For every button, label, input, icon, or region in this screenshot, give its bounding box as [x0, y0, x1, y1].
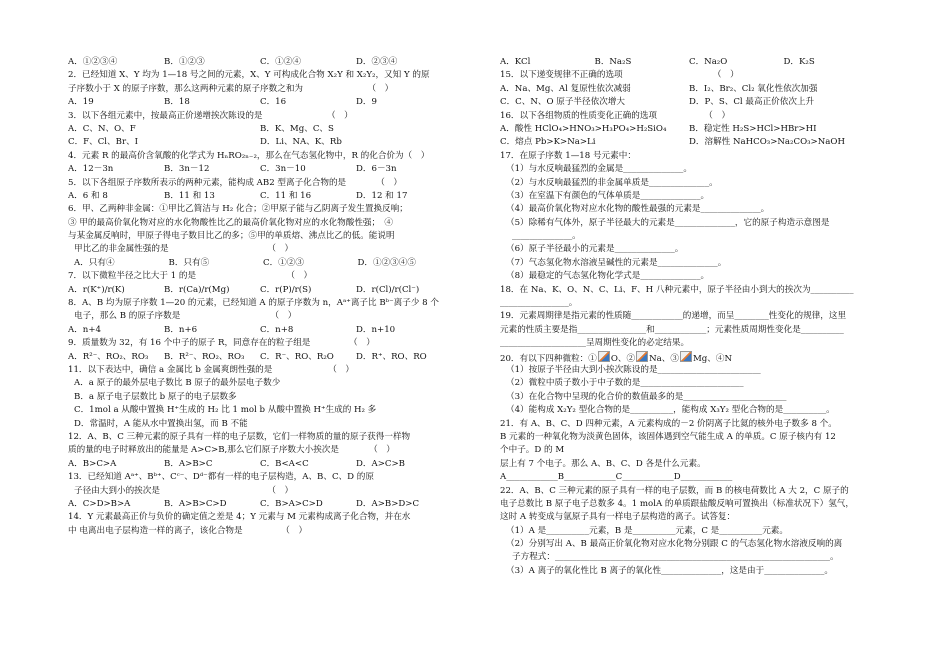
question-line: 13．已经知道 Aᵃ⁺、Bᵇ⁺、Cᶜ⁻、Dᵈ⁻都有一样的电子层构造，A、B、C、D 的原 [68, 472, 374, 483]
question-line: 18．在 Na、K、O、N、C、Li、F、H 八种元素中，原子半径由小到大的挨次为__________ [500, 284, 854, 295]
answer-option: D．P、S、Cl 最高正价依次上升 [689, 97, 815, 108]
answer-option: B．只有⑤ [168, 257, 210, 268]
question-line: 子方程式：________________________________________________________________。 [512, 552, 839, 563]
answer-option: C．16 [260, 97, 287, 108]
answer-option: C．Na₂O [689, 57, 728, 67]
question-line: ③ 甲的最高价氧化物对应的水化物酸性比乙的最高价氧化物对应的水化物酸性强； ④ [68, 217, 393, 228]
answer-option: D．A>B>D>C [356, 498, 420, 509]
question-line: （7）气态氢化物水溶液呈碱性的元素是______________。 [506, 257, 727, 268]
answer-option: C．熔点 Pb>K>Na>Li [500, 137, 596, 148]
answer-option: A．B>C>A [68, 458, 117, 469]
question-line: （2）与水反响最猛烈的非金属单质是______________。 [506, 177, 718, 188]
answer-option: C．11 和 16 [260, 190, 312, 201]
answer-options [68, 351, 452, 364]
question-line: 中 电离出电子层构造一样的离子，该化合物是 （ ） [68, 525, 308, 536]
question-line: （3）在化合物中呈现的化合价的数值最多的是________________________ [506, 391, 787, 402]
answer-option: B．n+6 [164, 324, 198, 335]
question-line: （8）最稳定的气态氢化物化学式是______________。 [506, 271, 710, 282]
answer-option: B．Na₂S [594, 57, 632, 67]
question-line: ______________。 [512, 231, 581, 242]
answer-options [500, 96, 878, 109]
question-line: 11．以下表达中，确信 a 金属比 b 金属爽朗性强的是 （ ） [68, 364, 355, 375]
answer-option: A．C、N、O、F [68, 123, 136, 134]
answer-options [68, 56, 452, 69]
answer-option: A．KCl [500, 57, 531, 67]
answer-option: B．K、Mg、C、S [260, 123, 334, 134]
question-line: 电子，那么 B 的原子序数是 （ ） [74, 311, 297, 322]
question-line: （1）A 是__________元素，B 是__________元素，C 是__________元素。 [506, 525, 788, 536]
question-line: （6）原子半径最小的元素是______________。 [506, 244, 684, 255]
answer-option: D．A>C>B [356, 458, 405, 469]
question-line: 16．以下各组物质的性质变化正确的选项 （ ） [500, 110, 731, 121]
question-line: 质的量的电子时释放出的能量是 A>C>B,那么它们原子序数大小挨次是 （ ） [68, 445, 395, 456]
answer-options [68, 136, 452, 149]
answer-option: C．B>A>C>D [260, 498, 323, 509]
question-line: 3．以下各组元素中，按最高正价递增挨次陈设的是 （ ） [68, 110, 353, 121]
answer-option: D．R⁺、RO、RO [356, 351, 427, 362]
answer-options [68, 324, 452, 337]
question-line: 甲比乙的非金属性强的是 （ ） [74, 244, 294, 255]
answer-option: A．6 和 8 [68, 190, 108, 201]
answer-option: B．I₂、Br₂、Cl₂ 氧化性依次加强 [689, 83, 818, 94]
answer-option: D．r(Cl)/r(Cl⁻) [356, 284, 420, 295]
answer-option: C．r(P)/r(S) [260, 284, 312, 295]
answer-option: B．①②③ [164, 57, 205, 67]
answer-option: B．R²⁻、RO₂、RO₃ [164, 351, 245, 362]
question-line: 层上有 7 个电子。那么 A、B、C、D 各是什么元素。 [500, 458, 706, 469]
answer-option: C．①②③ [263, 257, 304, 268]
question-line: （3）A 离子的氧化性比 B 离子的氧化性______________，这是由于______________。 [506, 565, 833, 576]
question-line: （4）能构成 X₂Y₂ 型化合物的是__________，能构成 X₃Y₂ 型化合物的是__________。 [506, 405, 835, 416]
question-line: ________________。 [500, 298, 578, 309]
answer-option: A．12－3n [68, 164, 114, 175]
answer-options [500, 123, 878, 136]
answer-option: A．酸性 HClO₄>HNO₃>H₃PO₄>H₂SiO₄ [500, 123, 667, 134]
question-line: （4）最高价氧化物对应水化物的酸性最强的元素是______________。 [506, 204, 770, 215]
atom-diagram-icon [636, 351, 648, 362]
answer-option: B．A>B>C>D [164, 498, 227, 509]
question-line: C．1mol a 从酸中置换 H⁺生成的 H₂ 比 1 mol b 从酸中置换 H⁺生成的 H₂ 多 [74, 405, 377, 416]
question-line: 个中子。D 的 M [500, 445, 565, 456]
question-line: 5．以下各组原子序数所表示的两种元素，能构成 AB2 型离子化合物的是 （ ） [68, 177, 402, 188]
answer-option: B．A>B>C [164, 458, 213, 469]
answer-option: D．n+10 [356, 324, 396, 335]
question-line: （3）在室温下有颜色的气体单质是______________。 [506, 190, 710, 201]
right-column [500, 56, 878, 578]
answer-options [68, 498, 452, 511]
answer-option: B．r(Ca)/r(Mg) [164, 284, 230, 295]
question-line: 6．甲、乙两种非金属：①甲比乙简洁与 H₂ 化合；②甲原子能与乙阴离子发生置换反响； [68, 204, 408, 215]
answer-option: A．19 [68, 97, 94, 108]
question-line: A．a 原子的最外层电子数比 B 原子的最外层电子数少 [74, 378, 281, 389]
question-line: 4．元素 R 的最高价含氧酸的化学式为 HₙRO₂ₙ₋₂，那么在气态氢化物中，R 的化合价为（ ） [68, 150, 430, 161]
question-line: 20．有以下四种微粒：① O、② Na、③ Mg、④N [500, 351, 878, 364]
atom-diagram-icon [598, 351, 610, 362]
left-column [68, 56, 452, 538]
question-line: A____________B____________C____________D____________ [500, 472, 733, 483]
question-line: 这时 A 转变成与氩原子具有一样电子层构造的离子。试答复： [500, 512, 736, 523]
answer-option: A．r(K⁺)/r(K) [68, 284, 125, 295]
answer-option: C．n+8 [260, 324, 294, 335]
answer-option: A．R²⁻、RO₂、RO₃ [68, 351, 149, 362]
question-line: 子序数小于 X 的原子序数，那么这两种元素的原子序数之和为 （ ） [68, 83, 394, 94]
answer-option: A．①②③④ [68, 57, 118, 67]
answer-option: B．11 和 13 [164, 190, 215, 201]
answer-option: A．n+4 [68, 324, 102, 335]
answer-option: C．C、N、O 原子半径依次增大 [500, 97, 625, 108]
question-line: B．a 原子电子层数比 b 原子的电子层数多 [74, 391, 237, 402]
answer-options [68, 123, 452, 136]
question-line: 8．A、B 均为原子序数 1—20 的元素，已经知道 A 的原子序数为 n，Aᵃ⁺离子比 Bᵇ⁻离子少 8 个 [68, 298, 439, 309]
question-line: ____________________呈周期性变化的必定结果。 [500, 338, 690, 349]
question-line: 12．A、B、C 三种元素的原子具有一样的电子层数，它们一样物质的量的原子获得一样物 [68, 431, 411, 442]
question-line: 21．有 A、B、C、D 四种元素，A 元素构成的－2 价阴离子比氦的核外电子数多 8 个。 [500, 418, 837, 429]
answer-options [68, 96, 452, 109]
answer-option: D．①②③④⑤ [357, 257, 416, 268]
answer-option: C．B<A<C [260, 458, 309, 469]
answer-option: D．溶解性 NaHCO₃>Na₂CO₃>NaOH [689, 137, 845, 148]
answer-options [500, 83, 878, 96]
answer-option: D．6－3n [356, 164, 397, 175]
answer-option: D．K₂S [783, 57, 815, 67]
answer-option: A．C>D>B>A [68, 498, 131, 509]
question-line: 与某金属反响时，甲原子得电子数目比乙的多；⑤甲的单质熔、沸点比乙的低。能说明 [68, 231, 395, 242]
answer-option: C．3n－10 [260, 164, 306, 175]
answer-options [68, 257, 452, 270]
question-line: 2．已经知道 X、Y 均为 1—18 号之间的元素，X、Y 可构成化合物 X₂Y 和 X₂Y₂，又知 Y 的原 [68, 70, 430, 81]
answer-option: C．F、Cl、Br、I [68, 137, 139, 148]
question-line: （2）微粒中质子数小于中子数的是________________________ [506, 378, 744, 389]
answer-options [68, 190, 452, 203]
atom-diagram-icon [680, 351, 692, 362]
question-line: 15．以下递变规律不正确的选项 （ ） [500, 70, 739, 81]
question-line: （1）按原子半径由大到小挨次陈设的是________________________ [506, 364, 761, 375]
answer-options [68, 163, 452, 176]
answer-option: B．3n－12 [164, 164, 210, 175]
question-line: 7．以下微粒半径之比大于 1 的是 （ ） [68, 271, 313, 282]
question-line: （2）分别写出 A、B 最高正价氧化物对应水化物分别跟 C 的气态氢化物水溶液反响的离 [506, 539, 843, 550]
answer-options [68, 284, 452, 297]
question-line: B 元素的一种氧化物为淡黄色固体，该固体遇到空气能生成 A 的单质。C 原子核内有 12 [500, 431, 836, 442]
question-line: 19．元素周期律是指元素的性质随____________的递增，而呈________性变化的规律，这里 [500, 311, 847, 322]
answer-option: D．②③④ [356, 57, 398, 67]
answer-option: D．9 [356, 97, 377, 108]
question-line: （5）除稀有气体外，原子半径最大的元素是______________，它的原子构造示意图是 [506, 217, 830, 228]
answer-option: D．Li、NA、K、Rb [260, 137, 342, 148]
question-line: 22．A、B、C 三种元素的原子具有一样的电子层数，而 B 的核电荷数比 A 大 2，C 原子的 [500, 485, 849, 496]
answer-option: B．稳定性 H₂S>HCl>HBr>HI [689, 123, 817, 134]
question-line: D．常温时，A 能从水中置换出氢，而 B 不能 [74, 418, 248, 429]
question-line: 14．Y 元素最高正价与负价的确定值之差是 4；Y 元素与 M 元素构成离子化合物，并在水 [68, 512, 411, 523]
answer-option: A．只有④ [74, 257, 115, 268]
answer-option: B．18 [164, 97, 190, 108]
answer-option: A．Na、Mg、Al 复原性依次减弱 [500, 83, 631, 94]
question-line: 9．质量数为 32，有 16 个中子的原子 R，同意存在的粒子组是 （ ） [68, 338, 375, 349]
answer-option: D．12 和 17 [356, 190, 408, 201]
answer-options [500, 56, 878, 69]
question-line: 17．在原子序数 1—18 号元素中： [500, 150, 636, 161]
answer-options [500, 136, 878, 149]
question-line: 元素的性质主要是指________________和____________；元素性质周期性变化是__________ [500, 324, 844, 335]
question-line: （1）与水反响最猛烈的金属是______________。 [506, 164, 692, 175]
question-line: 电子总数比 B 原子电子总数多 4。1 molA 的单质跟盐酸反响可置换出（标准状况下）氢气， [500, 498, 854, 509]
answer-option: C．①②④ [260, 57, 301, 67]
answer-option: C．R⁻、RO、R₂O [260, 351, 334, 362]
answer-options [68, 458, 452, 471]
question-line: 子径由大到小的挨次是 （ ） [74, 485, 294, 496]
